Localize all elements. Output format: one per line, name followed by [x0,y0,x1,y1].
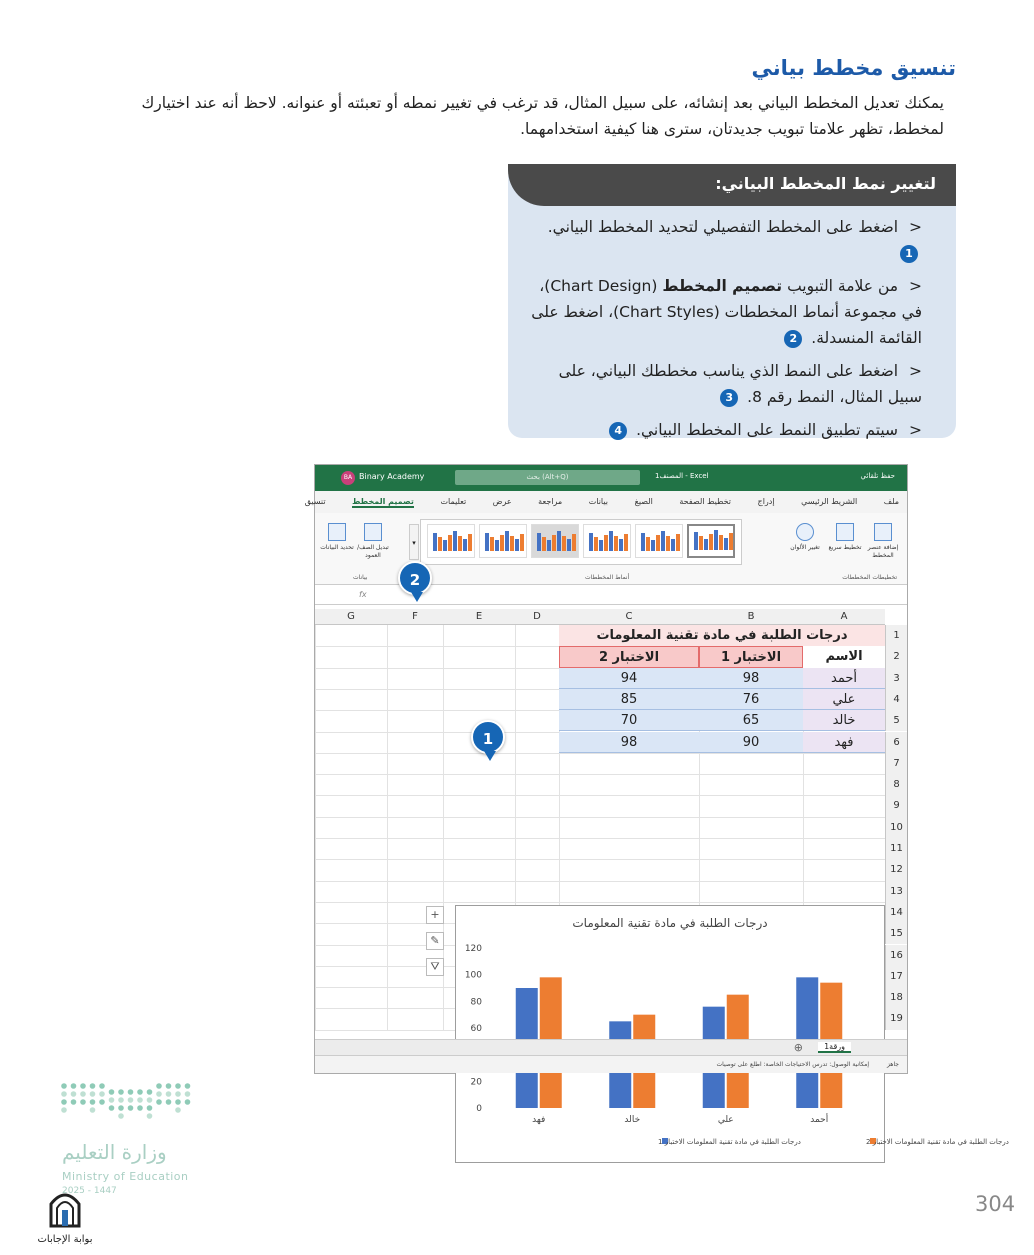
thumbnail-bar [463,539,467,551]
logo-dot [185,1099,191,1105]
logo-dot [156,1083,162,1089]
thumbnail-bar [448,535,452,551]
table-header-cell[interactable]: الاسم [803,646,885,667]
add-sheet-icon[interactable]: ⊕ [793,1041,803,1054]
tab-file[interactable]: ملف [883,497,899,506]
logo-dot [71,1099,77,1105]
chart-filter-icon[interactable]: ⛛ [426,958,444,976]
thumbnail-bar [709,534,713,550]
grid-line [315,625,316,1030]
logo-dot [118,1089,124,1095]
select-data-icon [328,523,346,541]
step-4-text: سيتم تطبيق النمط على المخطط البياني. [636,421,899,439]
column-header-A[interactable]: A [803,609,885,625]
avatar[interactable]: BA [341,471,355,485]
add-element-icon [874,523,892,541]
thumbnail-bar [661,531,665,551]
group-label-layouts: تخطيطات المخططات [842,574,897,581]
portal-emblem-icon [45,1186,85,1228]
quick-layout-button[interactable]: تخطيط سريع [827,523,863,552]
step-1-text: اضغط على المخطط التفصيلي لتحديد المخطط البياني. [547,218,899,236]
column-header-D[interactable]: D [515,609,559,625]
group-label-data: بيانات [353,574,368,581]
ministry-name-en: Ministry of Education [62,1170,189,1183]
thumbnail-bar [562,536,566,551]
logo-dot [147,1097,153,1103]
fx-icon: fx [359,590,367,599]
excel-titlebar [315,465,907,491]
thumbnail-bar [604,535,608,551]
table-title-cell[interactable]: درجات الطلبة في مادة تقنية المعلومات [559,625,885,646]
logo-dot [90,1107,96,1113]
chart-style-thumbnail[interactable] [427,524,475,558]
grid-line [315,902,885,903]
row-header-19[interactable]: 19 [885,1008,907,1029]
row-header-1[interactable]: 1 [885,625,907,646]
logo-dot [137,1089,143,1095]
table-header-cell[interactable]: الاختبار 1 [699,646,803,667]
group-label-styles: أنماط المخططات [585,574,630,581]
legend-label-2: درجات الطلبة في مادة تقنية المعلومات الاختبار 2 [866,1138,1009,1146]
tab-view[interactable]: عرض [492,497,512,506]
status-bar [315,1055,907,1073]
logo-dot [175,1083,181,1089]
intro-line-1: يمكنك تعديل المخطط البياني بعد إنشائه، على سبيل المثال، قد ترغب في تغيير نمطه أو تعبئته أو عنوانه. لاحظ أنه عند اختيارك [141,94,944,112]
thumbnail-bar [594,537,598,551]
row-header-18[interactable]: 18 [885,987,907,1008]
logo-dot [61,1099,67,1105]
x-category-label: علي [717,1115,734,1125]
switch-icon [364,523,382,541]
logo-dot [61,1091,67,1097]
logo-dot [137,1097,143,1103]
logo-dot [99,1083,105,1089]
row-header-7[interactable]: 7 [885,753,907,774]
table-name-cell[interactable]: أحمد [803,668,885,689]
section-heading: تنسيق مخطط بياني [751,56,956,80]
thumbnail-bar [537,533,541,551]
logo-dot [185,1091,191,1097]
thumbnail-bar [609,531,613,551]
ministry-years: 2025 - 1447 [62,1186,117,1196]
chart-style-thumbnail[interactable] [583,524,631,558]
legend-label-1: درجات الطلبة في مادة تقنية المعلومات الاختبار 1 [658,1138,801,1146]
thumbnail-bar [458,536,462,551]
step-badge-4: 4 [609,422,627,440]
step-3-text: اضغط على النمط الذي يناسب مخططك البياني، على سبيل المثال، النمط رقم 8. [558,362,922,406]
row-header-13[interactable]: 13 [885,881,907,902]
logo-dot [90,1099,96,1105]
thumbnail-bar [433,533,437,551]
thumbnail-bar [572,534,576,551]
thumbnail-bar [714,530,718,550]
thumbnail-bar [614,536,618,551]
grid-line [315,817,885,818]
logo-dot [80,1083,86,1089]
y-tick-label: 100 [464,970,482,981]
table-name-cell[interactable]: فهد [803,732,885,753]
thumbnail-bar [567,539,571,551]
excel-window [304,464,1009,1146]
logo-dot [166,1099,172,1105]
logo-dot [99,1091,105,1097]
styles-dropdown-chevron-icon[interactable]: ▾ [409,524,419,560]
sheet-tab[interactable]: ورقة1 [818,1042,851,1053]
callout-2: 2 [398,561,432,595]
logo-dot [109,1089,115,1095]
palette-icon [796,523,814,541]
page-number: 304 [975,1192,1016,1216]
row-header-2[interactable]: 2 [885,646,907,667]
thumbnail-bar [557,531,561,551]
logo-dot [71,1083,77,1089]
logo-dot [147,1105,153,1111]
column-header-F[interactable]: F [387,609,443,625]
thumbnail-bar [490,537,494,551]
callout-1: 1 [471,720,505,754]
select-data-button[interactable]: تحديد البيانات [319,523,355,552]
chart-style-thumbnail[interactable] [531,524,579,558]
logo-dot [156,1099,162,1105]
step-2 [528,273,926,351]
row-header-11[interactable]: 11 [885,838,907,859]
table-score-cell[interactable]: 98 [559,732,699,753]
ministry-logo [58,1078,208,1198]
logo-dot [175,1107,181,1113]
logo-dot [80,1099,86,1105]
thumbnail-bar [676,534,680,551]
thumbnail-bar [589,533,593,551]
step-2-bold: تصميم المخطط [662,277,783,295]
column-header-C[interactable]: C [559,609,699,625]
file-name: المصنف1 - Excel [655,472,709,480]
table-name-cell[interactable]: خالد [803,710,885,731]
logo-dot [109,1097,115,1103]
logo-dot [128,1105,134,1111]
tab-help[interactable]: تعليمات [440,497,467,506]
thumbnail-bar [520,534,524,551]
step-badge-2: 2 [784,330,802,348]
table-score-cell[interactable]: 90 [699,732,803,753]
table-score-cell[interactable]: 70 [559,710,699,731]
step-badge-1: 1 [900,245,918,263]
column-header-G[interactable]: G [315,609,387,625]
row-header-8[interactable]: 8 [885,774,907,795]
grid-line [315,774,885,775]
y-tick-label: 0 [476,1104,482,1114]
tab-review[interactable]: مراجعة [538,497,563,506]
logo-dot [166,1091,172,1097]
logo-dot [175,1099,181,1105]
chart-elements-plus-icon[interactable]: + [426,906,444,924]
instructions-box [508,164,956,438]
thumbnail-bar [438,537,442,551]
thumbnail-bar [729,533,733,550]
thumbnail-bar [485,533,489,551]
status-ready: جاهز [886,1061,899,1068]
step-1 [528,214,926,266]
y-tick-label: 60 [470,1024,482,1034]
row-header-3[interactable]: 3 [885,668,907,689]
thumbnail-bar [641,533,645,551]
thumbnail-bar [656,535,660,551]
thumbnail-bar [443,540,447,551]
row-header-6[interactable]: 6 [885,732,907,753]
step-4 [528,417,926,443]
tab-format[interactable]: تنسيق [304,497,326,506]
row-header-17[interactable]: 17 [885,966,907,987]
logo-dot [175,1091,181,1097]
row-header-4[interactable]: 4 [885,689,907,710]
logo-dot [61,1083,67,1089]
x-category-label: أحمد [810,1115,829,1125]
logo-dot [147,1113,153,1119]
logo-dot [128,1097,134,1103]
thumbnail-bar [624,534,628,551]
thumbnail-bar [515,539,519,551]
chart-style-thumbnail[interactable] [479,524,527,558]
add-chart-element-button[interactable]: إضافة عنصر المخطط [865,523,901,560]
autosave-toggle[interactable]: حفظ تلقائي [860,472,895,480]
chart-style-thumbnail[interactable] [687,524,735,558]
grid-line [315,753,885,754]
logo-dot [71,1091,77,1097]
column-header-B[interactable]: B [699,609,803,625]
status-accessibility[interactable]: إمكانية الوصول: تدرس الاحتياجات الخاصة: اطلع على توصيات [716,1061,870,1068]
thumbnail-bar [505,531,509,551]
thumbnail-bar [542,537,546,551]
grid-line [387,625,388,1030]
row-header-14[interactable]: 14 [885,902,907,923]
step-3 [528,358,926,410]
grid-line [315,795,885,796]
thumbnail-bar [510,536,514,551]
grid-line [315,838,885,839]
thumbnail-bar [724,538,728,550]
tab-home[interactable]: الشريط الرئيسي [801,497,858,506]
ministry-name-ar: وزارة التعليم [62,1140,167,1164]
logo-dot [90,1083,96,1089]
logo-dot [128,1089,134,1095]
thumbnail-bar [495,540,499,551]
thumbnail-bar [468,534,472,551]
thumbnail-bar [694,532,698,550]
table-score-cell[interactable]: 85 [559,689,699,710]
table-score-cell[interactable]: 65 [699,710,803,731]
tab-formulas[interactable]: الصيغ [634,497,653,506]
row-header-12[interactable]: 12 [885,859,907,880]
change-colors-button[interactable]: تغيير الألوان [787,523,823,552]
thumbnail-bar [547,540,551,551]
x-category-label: خالد [624,1115,641,1125]
thumbnail-bar [666,536,670,551]
logo-dot [109,1105,115,1111]
tab-insert[interactable]: إدراج [757,497,775,506]
chart-styles-brush-icon[interactable]: ✎ [426,932,444,950]
chart-style-thumbnail[interactable] [635,524,683,558]
logo-dot [147,1089,153,1095]
logo-dot [90,1091,96,1097]
row-header-9[interactable]: 9 [885,795,907,816]
tab-chart-design[interactable]: تصميم المخطط [352,497,414,506]
y-tick-label: 80 [470,997,482,1008]
logo-dot [166,1083,172,1089]
thumbnail-bar [671,539,675,551]
table-header-cell[interactable]: الاختبار 2 [559,646,699,667]
thumbnail-bar [646,537,650,551]
ministry-dots-icon [58,1078,198,1128]
row-header-5[interactable]: 5 [885,710,907,731]
logo-dot [118,1097,124,1103]
logo-dot [118,1113,124,1119]
thumbnail-bar [500,535,504,551]
table-score-cell[interactable]: 76 [699,689,803,710]
table-name-cell[interactable]: علي [803,689,885,710]
tab-page-layout[interactable]: تخطيط الصفحة [679,497,731,506]
logo-dot [137,1105,143,1111]
instructions-title: لتغيير نمط المخطط البياني: [508,164,956,206]
y-tick-label: 20 [470,1077,482,1088]
table-score-cell[interactable]: 98 [699,668,803,689]
ribbon-tabs [304,491,907,513]
account-name: Binary Academy [359,472,425,481]
logo-dot [185,1083,191,1089]
thumbnail-bar [599,540,603,551]
thumbnail-bar [704,539,708,550]
logo-dot [61,1107,67,1113]
intro-paragraph [80,90,944,142]
logo-dot [99,1099,105,1105]
chart-title: درجات الطلبة في مادة تقنية المعلومات [572,916,768,930]
chart-styles-gallery [412,519,742,565]
step-2-text-b: (Chart Design)، في مجموعة أنماط المخططات (Chart Styles)، اضغط على القائمة المنسدلة. [531,277,922,347]
column-header-E[interactable]: E [443,609,515,625]
account[interactable] [341,471,424,485]
logo-dot [118,1105,124,1111]
grid-line [315,859,885,860]
step-2-text-a: من علامة التبويب [782,277,899,295]
thumbnail-bar [651,540,655,551]
logo-dot [80,1091,86,1097]
x-category-label: فهد [532,1115,546,1125]
tab-data[interactable]: بيانات [588,497,609,506]
thumbnail-bar [699,536,703,550]
logo-dot [156,1091,162,1097]
thumbnail-bar [552,535,556,551]
row-header-10[interactable]: 10 [885,817,907,838]
grid-line [315,881,885,882]
instructions-steps [508,206,956,443]
y-tick-label: 120 [464,944,482,954]
table-score-cell[interactable]: 94 [559,668,699,689]
row-header-15[interactable]: 15 [885,923,907,944]
step-badge-3: 3 [720,389,738,407]
search-input[interactable]: بحث (Alt+Q) [455,470,640,485]
thumbnail-bar [619,539,623,551]
answers-portal-logo [30,1186,100,1250]
quick-layout-icon [836,523,854,541]
thumbnail-bar [719,535,723,550]
switch-row-column-button[interactable]: تبديل الصف/ العمود [355,523,391,560]
sheet-tabs-bar [315,1039,907,1055]
portal-caption: بوابة الإجابات [37,1234,93,1245]
row-header-16[interactable]: 16 [885,945,907,966]
thumbnail-bar [453,531,457,551]
intro-line-2: لمخطط، تظهر علامتا تبويب جديدتان، سترى هنا كيفية استخدامهما. [520,120,944,138]
